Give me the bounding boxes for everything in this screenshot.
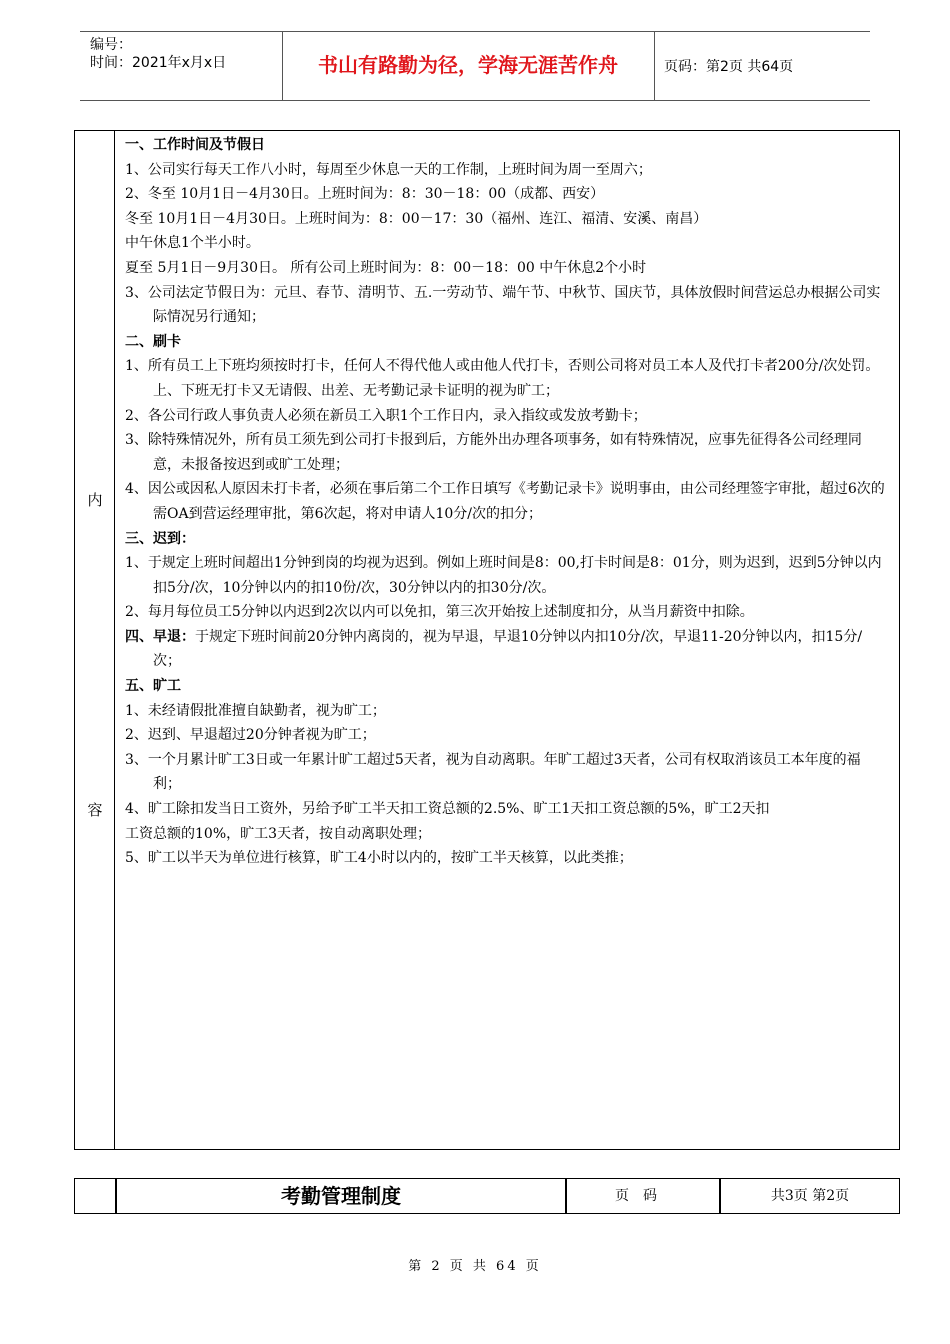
content-line: 1、未经请假批准擅自缺勤者，视为旷工； [125, 702, 386, 719]
content-body [125, 133, 887, 871]
content-line: 工资总额的10%，旷工3天者，按自动离职处理； [125, 825, 432, 842]
header-page-info: 页码：第2页 共64页 [664, 59, 794, 75]
header-meta [90, 36, 280, 72]
time-label: 时间：2021年x月x日 [90, 55, 227, 71]
header-motto: 书山有路勤为径，学海无涯苦作舟 [318, 53, 618, 77]
section-heading: 一、工作时间及节假日 [125, 137, 265, 153]
footer-page-count: 共3页 第2页 [770, 1188, 850, 1204]
header-divider [654, 32, 655, 100]
content-line: 2、冬至 10月1日－4月30日。上班时间为：8：30－18：00（成都、西安） [125, 186, 605, 203]
section-heading: 三、迟到： [125, 530, 195, 547]
content-line [125, 625, 887, 674]
side-char-bottom: 容 [87, 801, 103, 819]
content-line: 3、公司法定节假日为：元旦、春节、清明节、五.一劳动节、端午节、中秋节、国庆节，具体放假时间营运总办根据公司实际情况另行通知； [125, 284, 881, 326]
section-heading: 二、刷卡 [125, 333, 181, 350]
content-line: 5、旷工以半天为单位进行核算，旷工4小时以内的，按旷工半天核算，以此类推； [125, 850, 633, 867]
side-char-top: 内 [87, 491, 103, 509]
content-text: 于规定下班时间前20分钟内离岗的，视为早退，早退10分钟以内扣10分/次，早退11-20分钟以内，扣15分/次； [153, 628, 863, 670]
content-line: 1、所有员工上下班均须按时打卡，任何人不得代他人或由他人代打卡，否则公司将对员工本人及代打卡者200分/次处罚。上、下班无打卡又无请假、出差、无考勤记录卡证明的视为旷工； [125, 358, 880, 399]
content-line: 2、每月每位员工5分钟以内迟到2次以内可以免扣，第三次开始按上述制度扣分，从当月薪资中扣除。 [125, 604, 754, 621]
content-line: 2、各公司行政人事负责人必须在新员工入职1个工作日内，录入指纹或发放考勤卡； [125, 407, 647, 424]
content-line: 1、于规定上班时间超出1分钟到岗的均视为迟到。例如上班时间是8：00,打卡时间是8：01分，则为迟到，迟到5分钟以内扣5分/次，10分钟以内的扣10份/次，30分钟以内的扣30分/次。 [125, 555, 882, 596]
content-line: 3、除特殊情况外，所有员工须先到公司打卡报到后，方能外出办理各项事务，如有特殊情况，应事先征得各公司经理同意，未报备按迟到或旷工处理； [125, 432, 862, 473]
page-header [80, 31, 870, 101]
serial-label: 编号： [90, 37, 132, 53]
content-table [74, 130, 900, 1150]
footer-page-label: 页码 [615, 1188, 671, 1204]
document-title: 考勤管理制度 [281, 1184, 401, 1208]
content-line: 4、因公或因私人原因未打卡者，必须在事后第二个工作日填写《考勤记录卡》说明事由，由公司经理签字审批，超过6次的需OA到营运经理审批，第6次起，将对申请人10分/次的扣分； [125, 481, 885, 522]
section-heading: 五、旷工 [125, 678, 181, 695]
content-line: 4、旷工除扣发当日工资外，另给予旷工半天扣工资总额的2.5%、旷工1天扣工资总额的5%，旷工2天扣 [125, 801, 770, 818]
content-line: 3、一个月累计旷工3日或一年累计旷工超过5天者，视为自动离职。年旷工超过3天者，公司有权取消该员工本年度的福利； [125, 751, 861, 793]
content-line: 中午休息1个半小时。 [125, 235, 260, 252]
content-line: 冬至 10月1日－4月30日。上班时间为：8：00－17：30（福州、连江、福清、安溪、南昌） [125, 210, 708, 227]
content-line: 1、公司实行每天工作八小时，每周至少休息一天的工作制，上班时间为周一至周六； [125, 161, 652, 178]
section-heading-inline: 四、早退： [125, 628, 195, 645]
footer-table [74, 1178, 900, 1214]
content-side-label [75, 131, 115, 1149]
content-line: 2、迟到、早退超过20分钟者视为旷工； [125, 727, 376, 744]
page-number: 第 2 页 共 64 页 [408, 1259, 542, 1274]
content-line: 夏至 5月1日－9月30日。 所有公司上班时间为：8：00－18：00 中午休息2个小时 [125, 259, 647, 276]
